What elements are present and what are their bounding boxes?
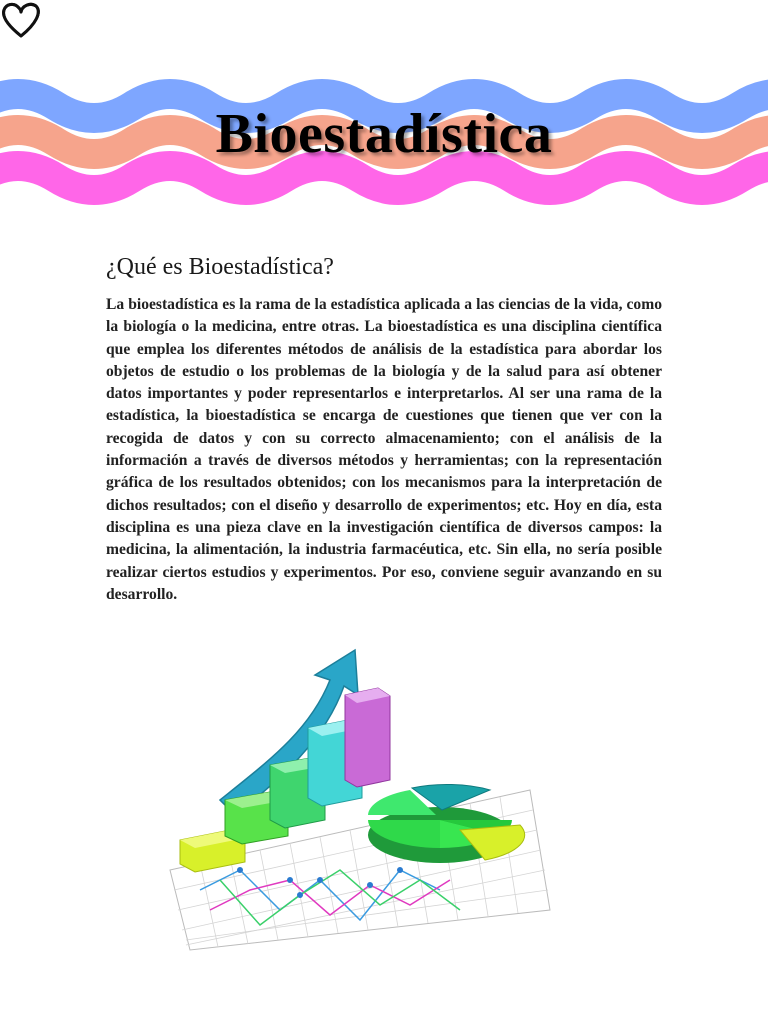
heart-icon [0, 0, 42, 40]
statistics-chart-illustration-icon [160, 640, 560, 960]
wave-pink [0, 166, 768, 190]
section-heading: ¿Qué es Bioestadística? [106, 254, 334, 280]
header-banner [0, 0, 768, 220]
body-paragraph: La bioestadística es la rama de la estadística aplicada a las ciencias de la vida, como la biología o la medicina, entre otras. La bioestadística es una disciplina científica que emplea los diferentes métodos de análisis de la estadística para abordar los objetos de estudio o los problemas de la biología y de la salud para así obtener datos importantes y poder representarlos e interpretarlos. Al ser una rama de la estadística, la bioestadística se encarga de cuestiones que tienen que ver con la recogida de datos y con su correcto almacenamiento; con el análisis de la información a través de diversos métodos y herramientas; con la representación gráfica de los resultados obtenidos; con los mecanismos para la interpretación de dichos resultados; con el diseño y desarrollo de experimentos; etc. Hoy en día, esta disciplina es una pieza clave en la investigación científica de diversos campos: la medicina, la alimentación, la industria farmacéutica, etc. Sin ella, no sería posible realizar ciertos estudios y experimentos. Por eso, conviene seguir avanzando en su desarrollo. [106, 296, 662, 603]
page-title: Bioestadística [215, 103, 553, 165]
